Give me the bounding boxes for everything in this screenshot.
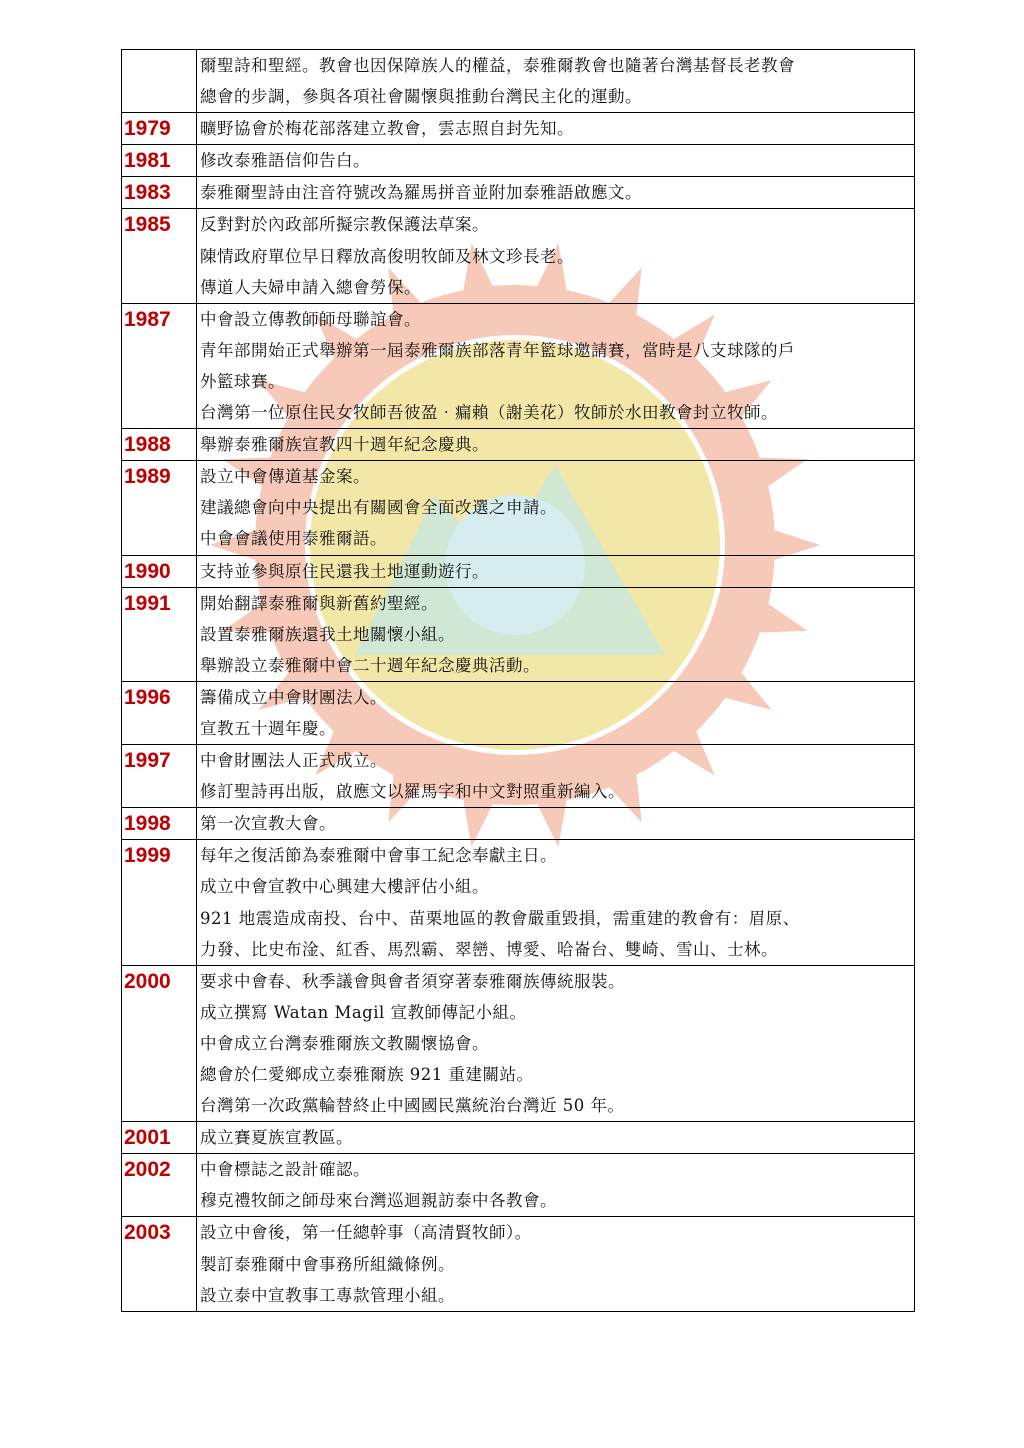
events-cell [197,745,915,808]
timeline-row [122,429,915,461]
event-text: 宣教五十週年慶。 [200,718,336,738]
events-cell [197,840,915,965]
timeline-table [121,49,915,1312]
event-text: 外籃球賽。 [200,371,285,391]
events-cell [197,1217,915,1311]
year-cell: 1998 [122,808,197,840]
timeline-row [122,1122,915,1154]
event-text: 穆克禮牧師之師母來台灣巡迴親訪泰中各教會。 [200,1191,557,1211]
timeline-row [122,965,915,1121]
event-text: 每年之復活節為泰雅爾中會事工紀念奉獻主日。 [200,846,557,866]
timeline-row [122,145,915,177]
year-cell: 1997 [122,745,197,808]
event-text: 設立中會傳道基金案。 [200,467,370,487]
event-text: 曠野協會於梅花部落建立教會，雲志照自封先知。 [200,119,574,139]
year-cell: 2001 [122,1122,197,1154]
year-cell: 1979 [122,113,197,145]
event-text: 反對對於內政部所擬宗教保護法草案。 [200,215,489,235]
events-cell [197,461,915,555]
event-text: 修訂聖詩再出版，啟應文以羅馬字和中文對照重新編入。 [200,782,625,802]
timeline-row [122,461,915,555]
year-cell: 1989 [122,461,197,555]
event-text: 台灣第一位原住民女牧師吾彼盈‧瘺賴（謝美花）牧師於水田教會封立牧師。 [200,403,778,423]
events-cell [197,50,915,113]
timeline-row [122,840,915,965]
events-cell [197,145,915,177]
events-cell [197,587,915,681]
timeline-row [122,555,915,587]
event-text: 爾聖詩和聖經。教會也因保障族人的權益，泰雅爾教會也隨著台灣基督長老教會 [200,56,795,75]
events-cell [197,965,915,1121]
events-cell [197,1122,915,1154]
year-cell: 2002 [122,1154,197,1217]
year-cell: 1985 [122,209,197,303]
event-text: 建議總會向中央提出有關國會全面改選之申請。 [200,498,557,518]
events-cell [197,177,915,209]
event-text: 總會於仁愛鄉成立泰雅爾族 921 重建關站。 [200,1065,534,1084]
events-cell [197,1154,915,1217]
timeline-row [122,808,915,840]
events-cell [197,808,915,840]
timeline-row [122,1217,915,1311]
events-cell [197,113,915,145]
events-cell [197,209,915,303]
event-text: 製訂泰雅爾中會事務所組織條例。 [200,1254,455,1274]
year-cell: 1996 [122,681,197,744]
timeline-row [122,303,915,428]
year-cell: 1999 [122,840,197,965]
year-cell: 2003 [122,1217,197,1311]
event-text: 設立中會後，第一任總幹事（高清賢牧師）。 [200,1223,532,1243]
event-text: 中會財團法人正式成立。 [200,751,387,771]
events-cell [197,681,915,744]
event-text: 舉辦設立泰雅爾中會二十週年紀念慶典活動。 [200,655,540,675]
event-text: 要求中會春、秋季議會與會者須穿著泰雅爾族傳統服裝。 [200,971,625,991]
event-text: 總會的步調，參與各項社會關懷與推動台灣民主化的運動。 [200,87,642,107]
event-text: 中會設立傳教師師母聯誼會。 [200,309,421,329]
year-cell: 2000 [122,965,197,1121]
event-text: 泰雅爾聖詩由注音符號改為羅馬拼音並附加泰雅語啟應文。 [200,183,642,203]
event-text: 中會成立台灣泰雅爾族文教關懷協會。 [200,1033,489,1053]
event-text: 921 地震造成南投、台中、苗栗地區的教會嚴重毀損，需重建的教會有：眉原、 [200,908,800,928]
events-cell [197,555,915,587]
year-cell [122,50,197,113]
event-text: 中會會議使用泰雅爾語。 [200,529,387,549]
year-cell: 1983 [122,177,197,209]
event-text: 成立中會宣教中心興建大樓評估小組。 [200,877,489,897]
timeline-row [122,587,915,681]
events-cell [197,429,915,461]
timeline-row [122,177,915,209]
events-cell [197,303,915,428]
event-text: 力發、比史布淦、紅香、馬烈霸、翠巒、博愛、哈崙台、雙崎、雪山、士林。 [200,939,778,959]
event-text: 修改泰雅語信仰告白。 [200,151,370,171]
event-text: 成立撰寫 Watan Magil 宣教師傳記小組。 [200,1002,527,1022]
event-text: 第一次宣教大會。 [200,814,336,834]
timeline-row [122,681,915,744]
event-text: 青年部開始正式舉辦第一屆泰雅爾族部落青年籃球邀請賽，當時是八支球隊的戶 [200,340,795,360]
timeline-row [122,1154,915,1217]
timeline-row [122,209,915,303]
timeline-row [122,50,915,113]
year-cell: 1988 [122,429,197,461]
event-text: 陳情政府單位早日釋放高俊明牧師及林文珍長老。 [200,246,574,266]
year-cell: 1981 [122,145,197,177]
year-cell: 1987 [122,303,197,428]
event-text: 中會標誌之設計確認。 [200,1160,370,1180]
event-text: 傳道人夫婦申請入總會勞保。 [200,277,421,297]
year-cell: 1990 [122,555,197,587]
timeline-row [122,745,915,808]
event-text: 成立賽夏族宣教區。 [200,1128,353,1148]
event-text: 台灣第一次政黨輪替終止中國國民黨統治台灣近 50 年。 [200,1096,625,1116]
event-text: 支持並參與原住民還我土地運動遊行。 [200,561,489,581]
event-text: 開始翻譯泰雅爾與新舊約聖經。 [200,593,438,613]
event-text: 設置泰雅爾族還我土地關懷小組。 [200,624,455,644]
year-cell: 1991 [122,587,197,681]
event-text: 籌備成立中會財團法人。 [200,687,387,707]
timeline-row [122,113,915,145]
event-text: 舉辦泰雅爾族宣教四十週年紀念慶典。 [200,435,489,455]
event-text: 設立泰中宣教事工專款管理小組。 [200,1285,455,1305]
